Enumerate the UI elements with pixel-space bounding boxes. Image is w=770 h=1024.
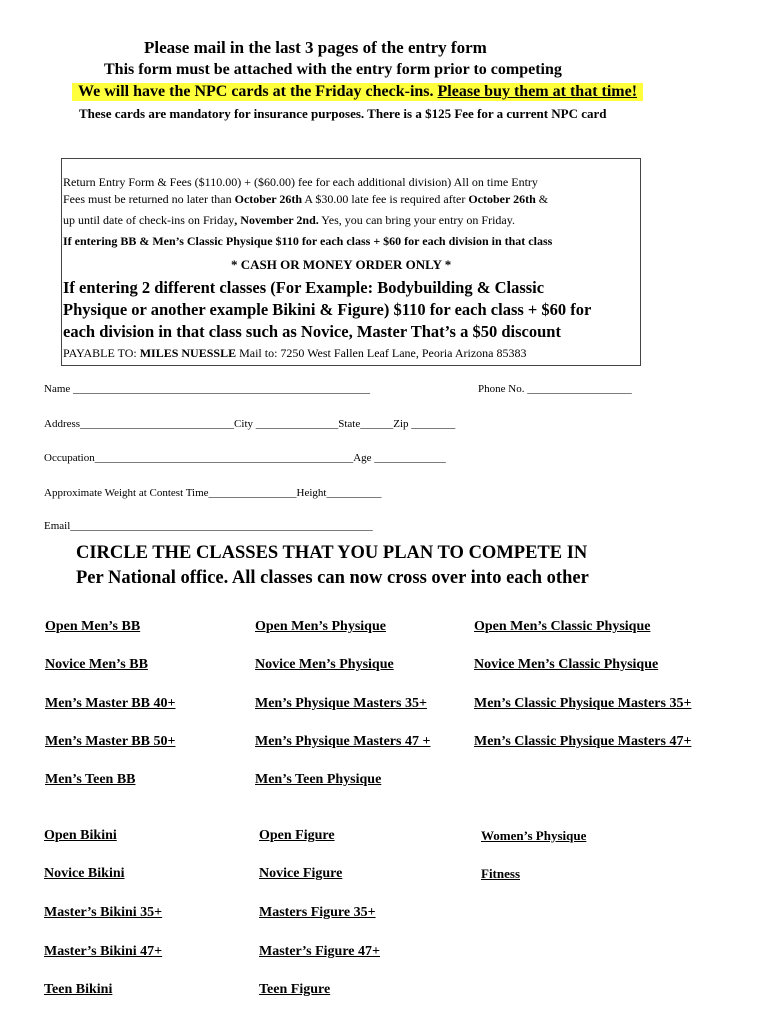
mail-address: Mail to: 7250 West Fallen Leaf Lane, Peoria Arizona 85383 [236, 346, 527, 360]
header-line-3 [72, 83, 643, 101]
class-option-fitness[interactable]: Fitness [481, 866, 520, 881]
class-option-masters-figure-35-plus[interactable]: Masters Figure 35+ [259, 905, 376, 920]
class-option-novice-bikini[interactable]: Novice Bikini [44, 866, 125, 881]
class-option-novice-mens-classic-physique[interactable]: Novice Men’s Classic Physique [474, 657, 659, 672]
email-field[interactable]: Email_______________________________________________________ [44, 520, 373, 532]
class-option-mens-teen-physique[interactable]: Men’s Teen Physique [255, 772, 382, 787]
weight-height-field[interactable]: Approximate Weight at Contest Time________________Height__________ [44, 487, 382, 499]
fee-line-3c: Yes, you can bring your entry on Friday. [318, 213, 515, 227]
occupation-field[interactable]: Occupation_______________________________________________Age _____________ [44, 452, 446, 464]
class-option-mens-master-bb-50-plus[interactable]: Men’s Master BB 50+ [45, 734, 176, 749]
fee-line-3 [63, 213, 515, 228]
crossover-note: Per National office. All classes can now cross over into each other [76, 568, 589, 588]
class-option-open-figure[interactable]: Open Figure [259, 828, 335, 843]
class-option-masters-bikini-47-plus[interactable]: Master’s Bikini 47+ [44, 944, 163, 959]
header-line-2: This form must be attached with the entry form prior to competing [104, 61, 562, 78]
npc-cards-note: We will have the NPC cards at the Friday check-ins. [78, 83, 438, 100]
class-option-novice-mens-physique[interactable]: Novice Men’s Physique [255, 657, 394, 672]
deadline-date-2: October 26th [468, 192, 536, 206]
payable-label: PAYABLE TO: [63, 346, 140, 360]
class-option-mens-master-bb-40-plus[interactable]: Men’s Master BB 40+ [45, 696, 176, 711]
fee-line-2c: A $30.00 late fee is required after [302, 192, 469, 206]
class-option-mens-classic-physique-masters-35-plus[interactable]: Men’s Classic Physique Masters 35+ [474, 696, 692, 711]
class-option-novice-figure[interactable]: Novice Figure [259, 866, 343, 881]
address-field[interactable]: Address____________________________City _______________State______Zip ________ [44, 418, 456, 430]
phone-field[interactable]: Phone No. ___________________ [478, 383, 632, 395]
fee-line-3a: up until date of check-ins on Friday [63, 213, 235, 227]
discount-line-2: Physique or another example Bikini & Figure) $110 for each class + $60 for [63, 300, 592, 319]
buy-at-that-time-note: Please buy them at that time! [437, 83, 638, 100]
payment-method-note: * CASH OR MONEY ORDER ONLY * [231, 257, 452, 272]
class-option-open-bikini[interactable]: Open Bikini [44, 828, 117, 843]
header-line-1: Please mail in the last 3 pages of the entry form [144, 38, 487, 57]
class-option-womens-physique[interactable]: Women’s Physique [481, 828, 587, 843]
checkin-date: , November 2nd. [234, 213, 319, 227]
class-option-mens-physique-masters-47-plus[interactable]: Men’s Physique Masters 47 + [255, 734, 431, 749]
fee-line-1: Return Entry Form & Fees ($110.00) + ($60.00) fee for each additional division) All on time Entry [63, 175, 538, 189]
class-option-mens-teen-bb[interactable]: Men’s Teen BB [45, 772, 136, 787]
class-option-open-mens-bb[interactable]: Open Men’s BB [45, 619, 141, 634]
class-option-mens-classic-physique-masters-47-plus[interactable]: Men’s Classic Physique Masters 47+ [474, 734, 692, 749]
fee-line-2 [63, 192, 548, 207]
class-option-masters-bikini-35-plus[interactable]: Master’s Bikini 35+ [44, 905, 163, 920]
deadline-date-1: October 26th [234, 192, 303, 206]
discount-line-1: If entering 2 different classes (For Example: Bodybuilding & Classic [63, 278, 545, 297]
class-option-open-mens-classic-physique[interactable]: Open Men’s Classic Physique [474, 619, 651, 634]
class-option-mens-physique-masters-35-plus[interactable]: Men’s Physique Masters 35+ [255, 696, 427, 711]
class-option-teen-figure[interactable]: Teen Figure [259, 982, 331, 997]
fee-line-2a: Fees must be returned no later than [63, 192, 235, 206]
header-line-4: These cards are mandatory for insurance purposes. There is a $125 Fee for a current NPC card [79, 106, 607, 121]
bb-classic-fee-line: If entering BB & Men’s Classic Physique $110 for each class + $60 for each division in that class [63, 234, 553, 248]
fee-line-2e: & [535, 192, 549, 206]
circle-classes-heading: CIRCLE THE CLASSES THAT YOU PLAN TO COMPETE IN [76, 543, 588, 563]
class-option-masters-figure-47-plus[interactable]: Master’s Figure 47+ [259, 944, 380, 959]
discount-line-3: each division in that class such as Novice, Master That’s a $50 discount [63, 322, 561, 341]
class-option-teen-bikini[interactable]: Teen Bikini [44, 982, 113, 997]
class-option-open-mens-physique[interactable]: Open Men’s Physique [255, 619, 386, 634]
payee-name: MILES NUESSLE [139, 346, 237, 360]
payable-line [63, 346, 527, 361]
name-field[interactable]: Name ______________________________________________________ [44, 383, 371, 395]
class-option-novice-mens-bb[interactable]: Novice Men’s BB [45, 657, 148, 672]
